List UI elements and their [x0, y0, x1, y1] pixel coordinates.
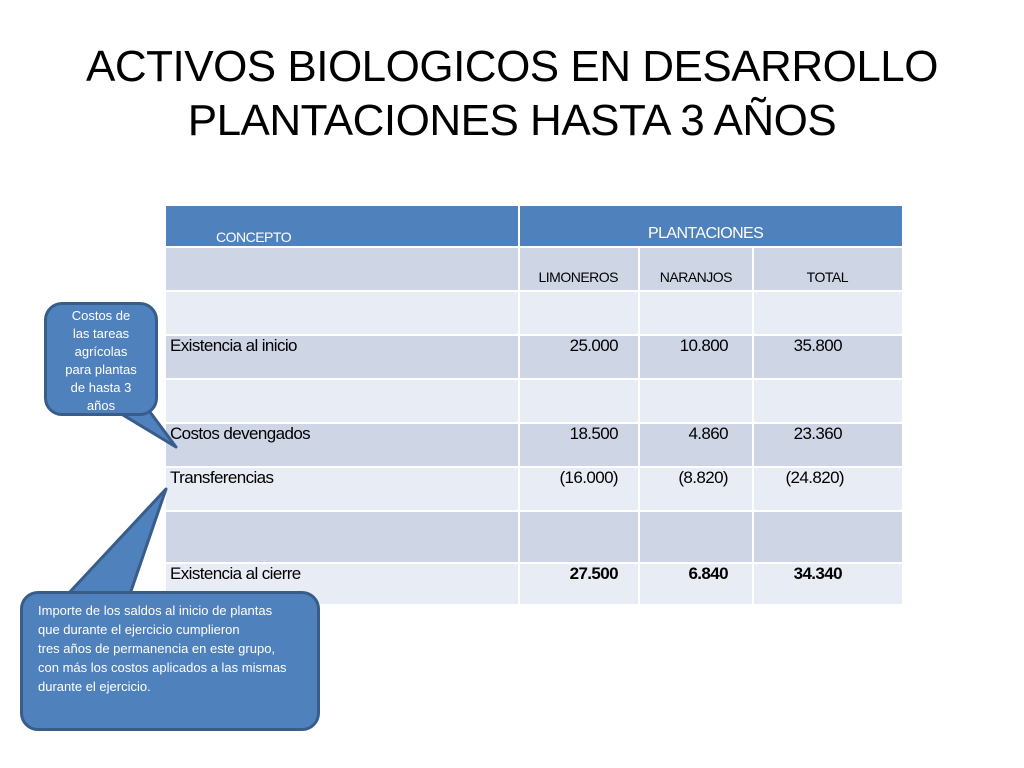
subheader-naranjos: NARANJOS: [659, 269, 732, 285]
callout-importe: [20, 591, 320, 731]
row-value-limoneros: 25.000: [569, 336, 618, 355]
callout-costos: [44, 302, 158, 416]
header-concepto: CONCEPTO: [216, 229, 292, 245]
row-value-total: 23.360: [793, 424, 842, 443]
callout-importe-line: durante el ejercicio.: [38, 679, 151, 694]
callout-importe-line: que durante el ejercicio cumplieron: [38, 622, 240, 637]
subheader-limoneros: LIMONEROS: [538, 269, 618, 285]
callout-costos-pointer: [118, 412, 176, 447]
row-value-limoneros: 18.500: [569, 424, 618, 443]
title-line-2: PLANTACIONES HASTA 3 AÑOS: [187, 96, 837, 145]
callout-costos-line: agrícolas: [74, 344, 128, 359]
row-value-total: (24.820): [785, 468, 844, 487]
callout-importe-line: Importe de los saldos al inicio de plantas: [38, 603, 273, 618]
callout-costos-line: para plantas: [65, 362, 137, 377]
row-label: Existencia al cierre: [170, 564, 301, 583]
callout-importe-line: con más los costos aplicados a las mismas: [38, 660, 287, 675]
row-value-limoneros: 27.500: [569, 564, 618, 583]
row-label: Existencia al inicio: [170, 336, 297, 355]
callout-importe-line: tres años de permanencia en este grupo,: [38, 641, 276, 656]
header-plantaciones: PLANTACIONES: [648, 225, 764, 242]
row-value-naranjos: 4.860: [688, 424, 728, 443]
row-value-total: 34.340: [793, 564, 842, 583]
row-value-naranjos: (8.820): [678, 468, 728, 487]
callout-costos-line: las tareas: [72, 326, 130, 341]
row-value-naranjos: 10.800: [679, 336, 728, 355]
title-line-1: ACTIVOS BIOLOGICOS EN DESARROLLO: [86, 42, 938, 91]
callout-costos-line: de hasta 3: [70, 380, 132, 395]
callout-importe-pointer: [68, 489, 166, 594]
callout-costos-line: Costos de: [71, 308, 131, 323]
row-value-limoneros: (16.000): [559, 468, 618, 487]
callout-costos-line: años: [86, 398, 116, 413]
row-value-total: 35.800: [793, 336, 842, 355]
row-label: Costos devengados: [170, 424, 311, 443]
subheader-total: TOTAL: [806, 269, 848, 285]
row-value-naranjos: 6.840: [688, 564, 728, 583]
row-label: Transferencias: [170, 468, 274, 487]
